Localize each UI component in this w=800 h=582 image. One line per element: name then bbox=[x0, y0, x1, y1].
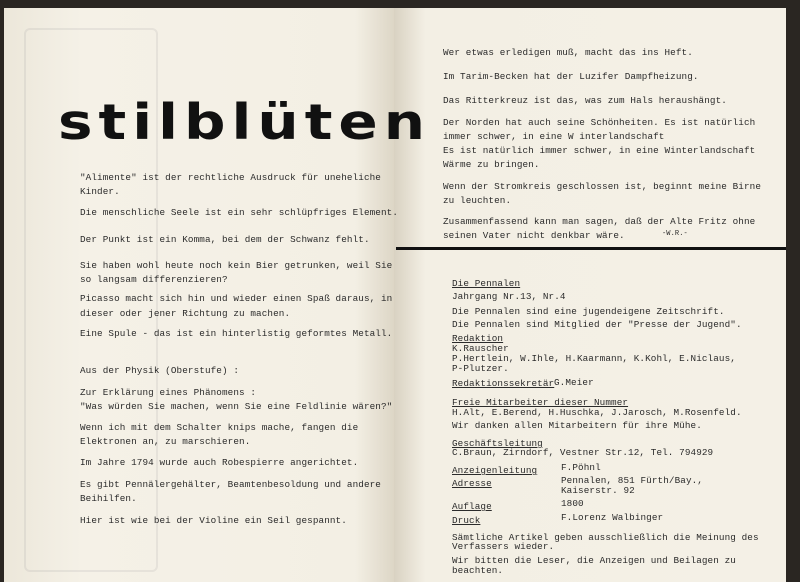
label: Auflage bbox=[452, 501, 492, 512]
text-line: Zur Erklärung eines Phänomens : bbox=[80, 387, 257, 398]
text-line: Kinder. bbox=[80, 186, 120, 197]
label: Adresse bbox=[452, 478, 492, 489]
text-line: Wer etwas erledigen muß, macht das ins Heft. bbox=[443, 47, 693, 58]
text-line: Wenn ich mit dem Schalter knips mache, fangen die bbox=[80, 422, 359, 433]
text-line: Wir danken allen Mitarbeitern für ihre Mühe. bbox=[452, 420, 702, 431]
text-line: Aus der Physik (Oberstufe) : bbox=[80, 365, 240, 376]
text-line: "Alimente" ist der rechtliche Ausdruck für uneheliche bbox=[80, 172, 381, 183]
text-line: Sie haben wohl heute noch kein Bier getrunken, weil Sie bbox=[80, 260, 393, 271]
text-line: Es gibt Pennälergehälter, Beamtenbesoldung und andere bbox=[80, 479, 381, 490]
divider bbox=[396, 247, 786, 250]
label: Redaktionssekretär bbox=[452, 378, 555, 389]
page-title: stilblüten bbox=[58, 93, 432, 151]
text-line: Der Punkt ist ein Komma, bei dem der Schwanz fehlt. bbox=[80, 234, 370, 245]
value: Pennalen, 851 Fürth/Bay., bbox=[561, 475, 703, 486]
text-line: beachten. bbox=[452, 565, 504, 576]
text-line: so langsam differenzieren? bbox=[80, 274, 228, 285]
value: 1800 bbox=[561, 498, 584, 509]
text-line: immer schwer, in eine W interlandschaft bbox=[443, 131, 665, 142]
label: Geschäftsleitung bbox=[452, 438, 543, 449]
text-line: Picasso macht sich hin und wieder einen Spaß daraus, in bbox=[80, 293, 393, 304]
text-line: Wenn der Stromkreis geschlossen ist, beginnt meine Birne bbox=[443, 181, 762, 192]
value: F.Pöhnl bbox=[561, 462, 601, 473]
text-line: Wir bitten die Leser, die Anzeigen und Beilagen zu bbox=[452, 555, 736, 566]
text-line: Die Pennalen sind eine jugendeigene Zeitschrift. bbox=[452, 306, 725, 317]
value: F.Lorenz Walbinger bbox=[561, 512, 664, 523]
label: Anzeigenleitung bbox=[452, 465, 538, 476]
label: Freie Mitarbeiter dieser Nummer bbox=[452, 397, 629, 408]
value: C.Braun, Zirndorf, Vestner Str.12, Tel. 794929 bbox=[452, 447, 714, 458]
text-line: Elektronen an, zu marschieren. bbox=[80, 436, 251, 447]
text-line: "Was würden Sie machen, wenn Sie eine Feldlinie wären?" bbox=[80, 401, 393, 412]
text-line: Die menschliche Seele ist ein sehr schlüpfriges Element. bbox=[80, 207, 399, 218]
text-line: Der Norden hat auch seine Schönheiten. Es ist natürlich bbox=[443, 117, 756, 128]
text-line: seinen Vater nicht denkbar wäre. bbox=[443, 230, 625, 241]
signature: -W.R.- bbox=[662, 230, 688, 238]
text-line: K.Rauscher bbox=[452, 343, 509, 354]
label: Redaktion bbox=[452, 333, 504, 344]
label: Druck bbox=[452, 515, 481, 526]
text-line: Hier ist wie bei der Violine ein Seil gespannt. bbox=[80, 515, 347, 526]
text-line: Es ist natürlich immer schwer, in eine Winterlandschaft bbox=[443, 145, 756, 156]
text-line: Die Pennalen sind Mitglied der "Presse der Jugend". bbox=[452, 319, 742, 330]
text-line: Beihilfen. bbox=[80, 493, 137, 504]
text-line: zu leuchten. bbox=[443, 195, 512, 206]
value: G.Meier bbox=[554, 377, 594, 388]
text-line: Eine Spule - das ist ein hinterlistig geformtes Metall. bbox=[80, 328, 393, 339]
text-line: Verfassers wieder. bbox=[452, 541, 555, 552]
text-line: Wärme zu bringen. bbox=[443, 159, 540, 170]
value: Kaiserstr. 92 bbox=[561, 485, 635, 496]
issue: Jahrgang Nr.13, Nr.4 bbox=[452, 291, 566, 302]
text-line: Im Jahre 1794 wurde auch Robespierre angerichtet. bbox=[80, 457, 359, 468]
text-line: Sämtliche Artikel geben ausschließlich die Meinung des bbox=[452, 532, 759, 543]
text-line: Im Tarim-Becken hat der Luzifer Dampfheizung. bbox=[443, 71, 699, 82]
text-line: P.Hertlein, W.Ihle, H.Kaarmann, K.Kohl, E.Niclaus, bbox=[452, 353, 736, 364]
text-line: P-Plutzer. bbox=[452, 363, 509, 374]
value: H.Alt, E.Berend, H.Huschka, J.Jarosch, M.Rosenfeld. bbox=[452, 407, 742, 418]
text-line: Das Ritterkreuz ist das, was zum Hals heraushängt. bbox=[443, 95, 727, 106]
imprint-title: Die Pennalen bbox=[452, 278, 521, 289]
text-line: dieser oder jener Richtung zu machen. bbox=[80, 308, 291, 319]
text-line: Zusammenfassend kann man sagen, daß der Alte Fritz ohne bbox=[443, 216, 756, 227]
